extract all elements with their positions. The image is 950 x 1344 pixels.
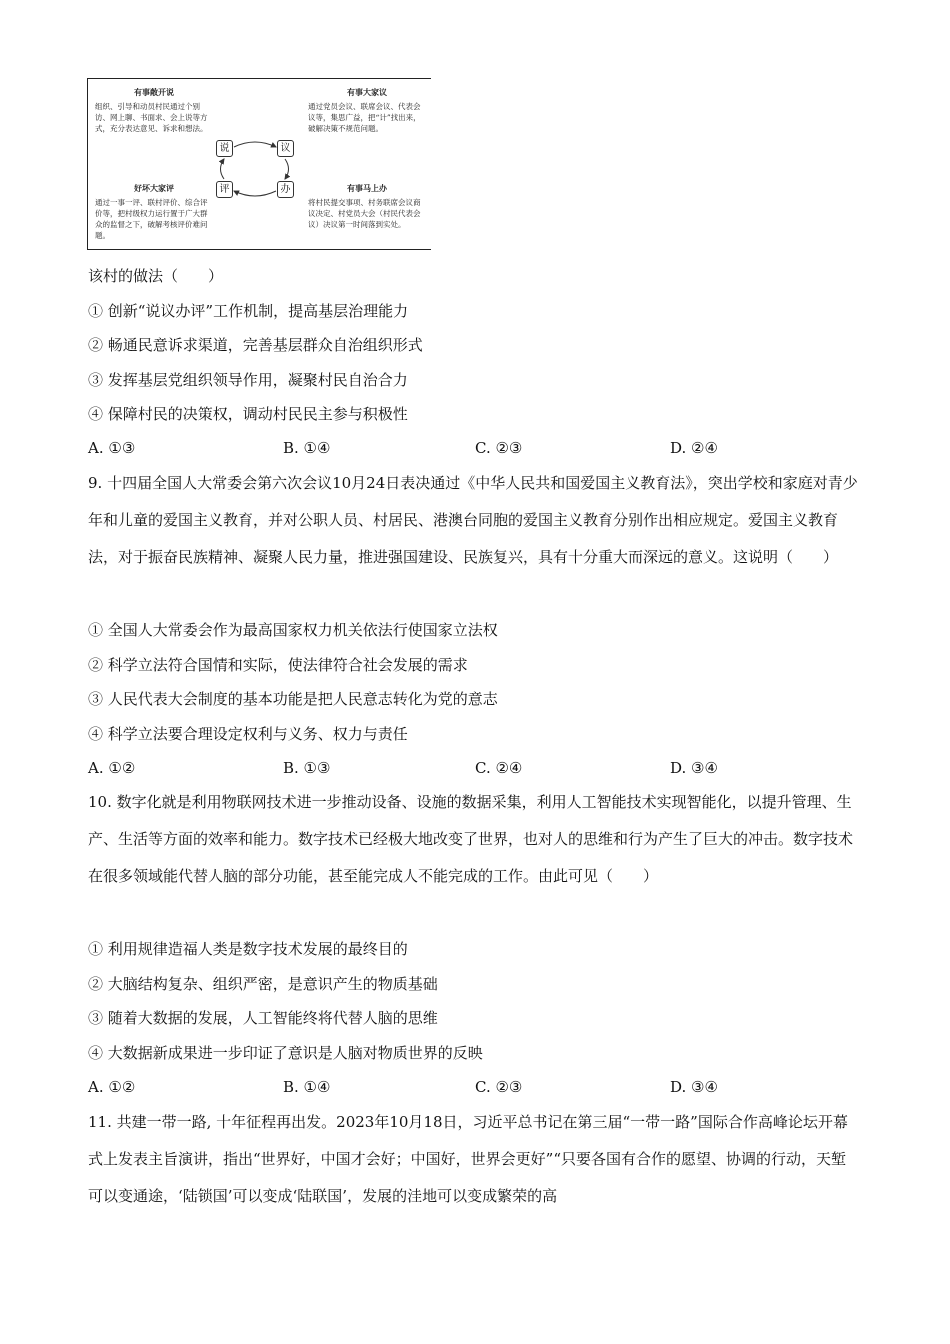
q8-option-c[interactable]: C. ②③ [475,439,523,457]
block-text: 将村民提交事项、村务联席会议商议决定、村党员大会（村民代表会议）决议第一时间落到实处。 [308,198,421,229]
q10-item-3: ③ 随着大数据的发展，人工智能终将代替人脑的思维 [88,1009,438,1027]
q10-stem: 10. 数字化就是利用物联网技术进一步推动设备、设施的数据采集，利用人工智能技术实现智能化，以提升管理、生产、生活等方面的效率和能力。数字技术已经极大地改变了世界，也对人的思维和行为产生了巨大的冲击。数字技术在很多领域能代替人脑的部分功能，甚至能完成人不能完成的工作。由此可见（ ） [88,793,854,885]
diagram-block-discuss [308,87,426,134]
q8-item-3: ③ 发挥基层党组织领导作用，凝聚村民自治合力 [88,371,408,389]
q8-item-1: ① 创新“说议办评”工作机制，提高基层治理能力 [88,302,409,320]
q10-option-a[interactable]: A. ①② [88,1078,136,1096]
q9-item-4: ④ 科学立法要合理设定权利与义务、权力与责任 [88,725,408,743]
q11-stem: 11. 共建一带一路, 十年征程再出发。2023年10月18日，习近平总书记在第三届“一带一路”国际合作高峰论坛开幕式上发表主旨演讲，指出“世界好，中国才会好；中国好，世界会更好”“只要各国有合作的愿望、协调的行动，天堑可以变通途，‘陆锁国’可以变成‘陆联国’，发展的洼地可以变成繁荣的高 [88,1113,848,1205]
q8-options [88,437,860,459]
cycle-act: 办 [277,181,294,198]
cycle-discuss: 议 [277,140,294,157]
q9-item-1: ① 全国人大常委会作为最高国家权力机关依法行使国家立法权 [88,621,498,639]
q8-option-a[interactable]: A. ①③ [88,439,136,457]
q9-option-a[interactable]: A. ①② [88,759,136,777]
block-title: 有事敞开说 [134,87,174,97]
cycle-evaluate: 评 [216,181,233,198]
block-title: 有事大家议 [347,87,387,97]
q9-item-2: ② 科学立法符合国情和实际，使法律符合社会发展的需求 [88,656,468,674]
q8-option-b[interactable]: B. ①④ [283,439,331,457]
q10-item-2: ② 大脑结构复杂、组织严密，是意识产生的物质基础 [88,975,438,993]
q10-options [88,1076,860,1098]
cycle-diagram [212,137,298,201]
q8-stem: 该村的做法（ ） [88,267,224,285]
q9-option-c[interactable]: C. ②④ [475,759,523,777]
q8-option-d[interactable]: D. ②④ [670,439,718,457]
diagram-block-speak [95,87,213,134]
q8-item-4: ④ 保障村民的决策权，调动村民民主参与积极性 [88,405,408,423]
q10-item-4: ④ 大数据新成果进一步印证了意识是人脑对物质世界的反映 [88,1044,483,1062]
q10-item-1: ① 利用规律造福人类是数字技术发展的最终目的 [88,940,408,958]
diagram-block-evaluate [95,183,213,241]
block-title: 有事马上办 [347,183,387,193]
q8-item-2: ② 畅通民意诉求渠道，完善基层群众自治组织形式 [88,336,423,354]
q9-option-b[interactable]: B. ①③ [283,759,331,777]
q9-item-3: ③ 人民代表大会制度的基本功能是把人民意志转化为党的意志 [88,690,498,708]
block-title: 好坏大家评 [134,183,174,193]
block-text: 通过党员会议、联席会议、代表会议等，集思广益，把“计”找出来，破解决策不规范问题。 [308,102,421,133]
block-text: 组织、引导和动员村民通过个别访、网上聊、书面求、会上说等方式，充分表达意见、诉求和想法。 [95,102,208,133]
q9-options [88,757,860,779]
block-text: 通过一事一评、联村评价、综合评价等，把村级权力运行置于广大群众的监督之下，破解考核评价难问题。 [95,198,208,240]
governance-diagram [87,78,431,250]
q10-option-d[interactable]: D. ③④ [670,1078,718,1096]
q9-option-d[interactable]: D. ③④ [670,759,718,777]
cycle-speak: 说 [216,140,233,157]
q10-option-c[interactable]: C. ②③ [475,1078,523,1096]
q10-option-b[interactable]: B. ①④ [283,1078,331,1096]
q9-stem: 9. 十四届全国人大常委会第六次会议10月24日表决通过《中华人民共和国爱国主义教育法》，突出学校和家庭对青少年和儿童的爱国主义教育，并对公职人员、村居民、港澳台同胞的爱国主义教育分别作出相应规定。爱国主义教育法，对于振奋民族精神、凝聚人民力量，推进强国建设、民族复兴，具有十分重大而深远的意义。这说明（ ） [88,474,858,566]
diagram-block-act [308,183,426,230]
